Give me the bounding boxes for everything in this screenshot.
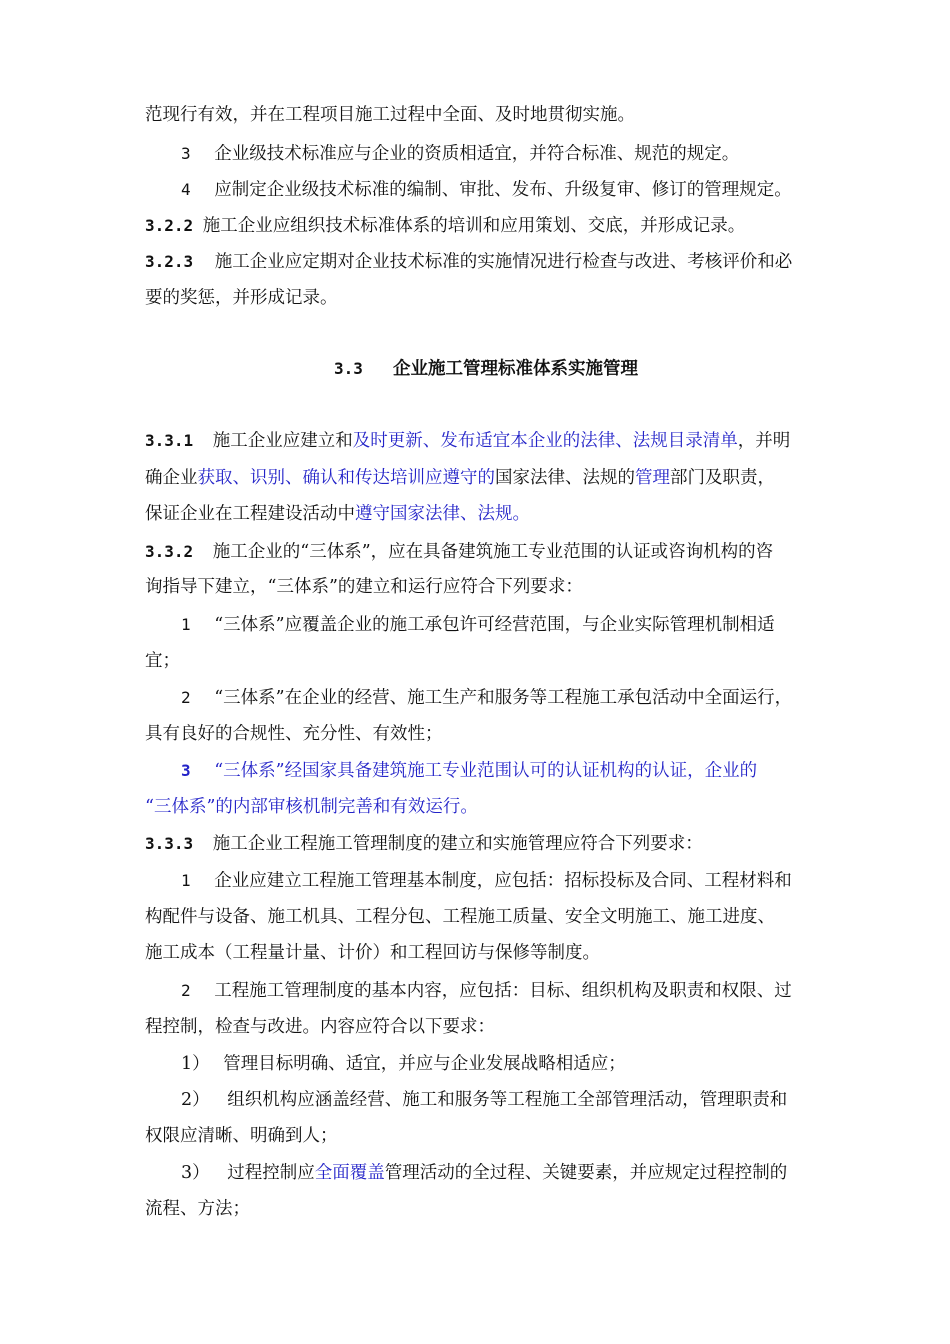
highlighted-text: “三体系”经国家具备建筑施工专业范围认可的认证机构的认证，企业的 xyxy=(214,761,758,781)
clause-text: 保证企业在工程建设活动中 xyxy=(145,504,355,524)
clause-text: 施工企业应建立和 xyxy=(212,431,353,451)
item-text: 工程施工管理制度的基本内容，应包括：目标、组织机构及职责和权限、过 xyxy=(214,981,792,1001)
clause-text: 国家法律、法规的 xyxy=(495,468,635,488)
clause-number: 3.3.3 xyxy=(145,834,194,853)
sub-item-text: 组织机构应涵盖经营、施工和服务等工程施工全部管理活动，管理职责和 xyxy=(227,1090,788,1110)
paragraph-line xyxy=(145,795,478,819)
item-text: 宜； xyxy=(145,651,180,671)
list-item xyxy=(181,178,792,202)
sub-item xyxy=(181,1161,787,1185)
sub-item-number: 3） xyxy=(181,1163,210,1183)
sub-item xyxy=(181,1052,626,1076)
list-item xyxy=(181,759,757,783)
section-heading xyxy=(334,357,638,381)
section-title: 企业施工管理标准体系实施管理 xyxy=(393,359,638,379)
sub-item-number: 2） xyxy=(181,1090,210,1110)
clause-3-3-2 xyxy=(145,540,773,564)
item-number: 1 xyxy=(181,615,191,634)
item-text: 企业应建立工程施工管理基本制度，应包括：招标投标及合同、工程材料和 xyxy=(214,871,792,891)
list-item xyxy=(181,142,739,166)
item-number: 4 xyxy=(181,180,191,199)
highlighted-text: 全面覆盖 xyxy=(314,1163,385,1183)
clause-number: 3.2.3 xyxy=(145,252,194,271)
paragraph-text: 范现行有效，并在工程项目施工过程中全面、及时地贯彻实施。 xyxy=(145,105,635,125)
clause-text: 施工企业的“三体系”，应在具备建筑施工专业范围的认证或咨询机构的咨 xyxy=(212,542,774,562)
clause-3-2-2 xyxy=(145,214,745,238)
highlighted-text: 获取、识别、确认和传达培训应遵守的 xyxy=(197,468,495,488)
sub-item-text: 管理目标明确、适宜，并应与企业发展战略相适应； xyxy=(223,1054,626,1074)
sub-item-text: 管理活动的全过程、关键要素，并应规定过程控制的 xyxy=(384,1163,788,1183)
highlighted-text: “三体系”的内部审核机制完善和有效运行。 xyxy=(145,797,478,817)
paragraph-line xyxy=(145,502,530,526)
paragraph-line xyxy=(145,103,635,127)
highlighted-text: 管理 xyxy=(635,468,670,488)
clause-number: 3.3.1 xyxy=(145,431,194,450)
item-text: 应制定企业级技术标准的编制、审批、发布、升级复审、修订的管理规定。 xyxy=(214,180,792,200)
sub-item-text: 权限应清晰、明确到人； xyxy=(145,1126,338,1146)
item-text: 企业级技术标准应与企业的资质相适宜，并符合标准、规范的规定。 xyxy=(214,144,740,164)
item-number: 3 xyxy=(181,761,191,780)
sub-item-text: 流程、方法； xyxy=(145,1199,250,1219)
item-text: “三体系”应覆盖企业的施工承包许可经营范围，与企业实际管理机制相适 xyxy=(214,615,775,635)
sub-item-text: 过程控制应 xyxy=(227,1163,315,1183)
paragraph-line xyxy=(145,941,600,965)
clause-text: 施工企业工程施工管理制度的建立和实施管理应符合下列要求： xyxy=(212,834,703,854)
item-text: 具有良好的合规性、充分性、有效性； xyxy=(145,724,443,744)
clause-number: 3.2.2 xyxy=(145,216,194,235)
item-number: 3 xyxy=(181,144,191,163)
item-text: 构配件与设备、施工机具、工程分包、工程施工质量、安全文明施工、施工进度、 xyxy=(145,907,775,927)
clause-text: 部门及职责， xyxy=(670,468,775,488)
highlighted-text: 及时更新、发布适宜本企业的法律、法规目录清单 xyxy=(352,431,738,451)
highlighted-text: 遵守国家法律、法规。 xyxy=(355,504,530,524)
item-number: 2 xyxy=(181,688,191,707)
paragraph-line xyxy=(145,1015,495,1039)
list-item xyxy=(181,686,792,710)
paragraph-line xyxy=(145,649,180,673)
item-number: 2 xyxy=(181,981,191,1000)
section-number: 3.3 xyxy=(334,359,363,378)
paragraph-line xyxy=(145,722,443,746)
clause-text: ，并明 xyxy=(737,431,791,451)
list-item xyxy=(181,979,792,1003)
clause-text: 询指导下建立，“三体系”的建立和运行应符合下列要求： xyxy=(145,577,583,597)
paragraph-line xyxy=(145,1197,250,1221)
item-number: 1 xyxy=(181,871,191,890)
clause-text: 确企业 xyxy=(145,468,198,488)
paragraph-line xyxy=(145,575,583,599)
item-text: “三体系”在企业的经营、施工生产和服务等工程施工承包活动中全面运行， xyxy=(214,688,793,708)
item-text: 施工成本（工程量计量、计价）和工程回访与保修等制度。 xyxy=(145,943,600,963)
item-text: 程控制，检查与改进。内容应符合以下要求： xyxy=(145,1017,495,1037)
clause-text: 施工企业应组织技术标准体系的培训和应用策划、交底，并形成记录。 xyxy=(202,216,746,236)
clause-text: 要的奖惩，并形成记录。 xyxy=(145,288,338,308)
paragraph-line xyxy=(145,1124,338,1148)
clause-text: 施工企业应定期对企业技术标准的实施情况进行检查与改进、考核评价和必 xyxy=(214,252,793,272)
paragraph-line xyxy=(145,286,338,310)
clause-3-3-3 xyxy=(145,832,703,856)
paragraph-line xyxy=(145,905,775,929)
list-item xyxy=(181,613,775,637)
sub-item xyxy=(181,1088,787,1112)
clause-3-2-3 xyxy=(145,250,792,274)
list-item xyxy=(181,869,792,893)
sub-item-number: 1） xyxy=(181,1054,210,1074)
clause-3-3-1 xyxy=(145,429,790,453)
clause-number: 3.3.2 xyxy=(145,542,194,561)
paragraph-line xyxy=(145,466,775,490)
